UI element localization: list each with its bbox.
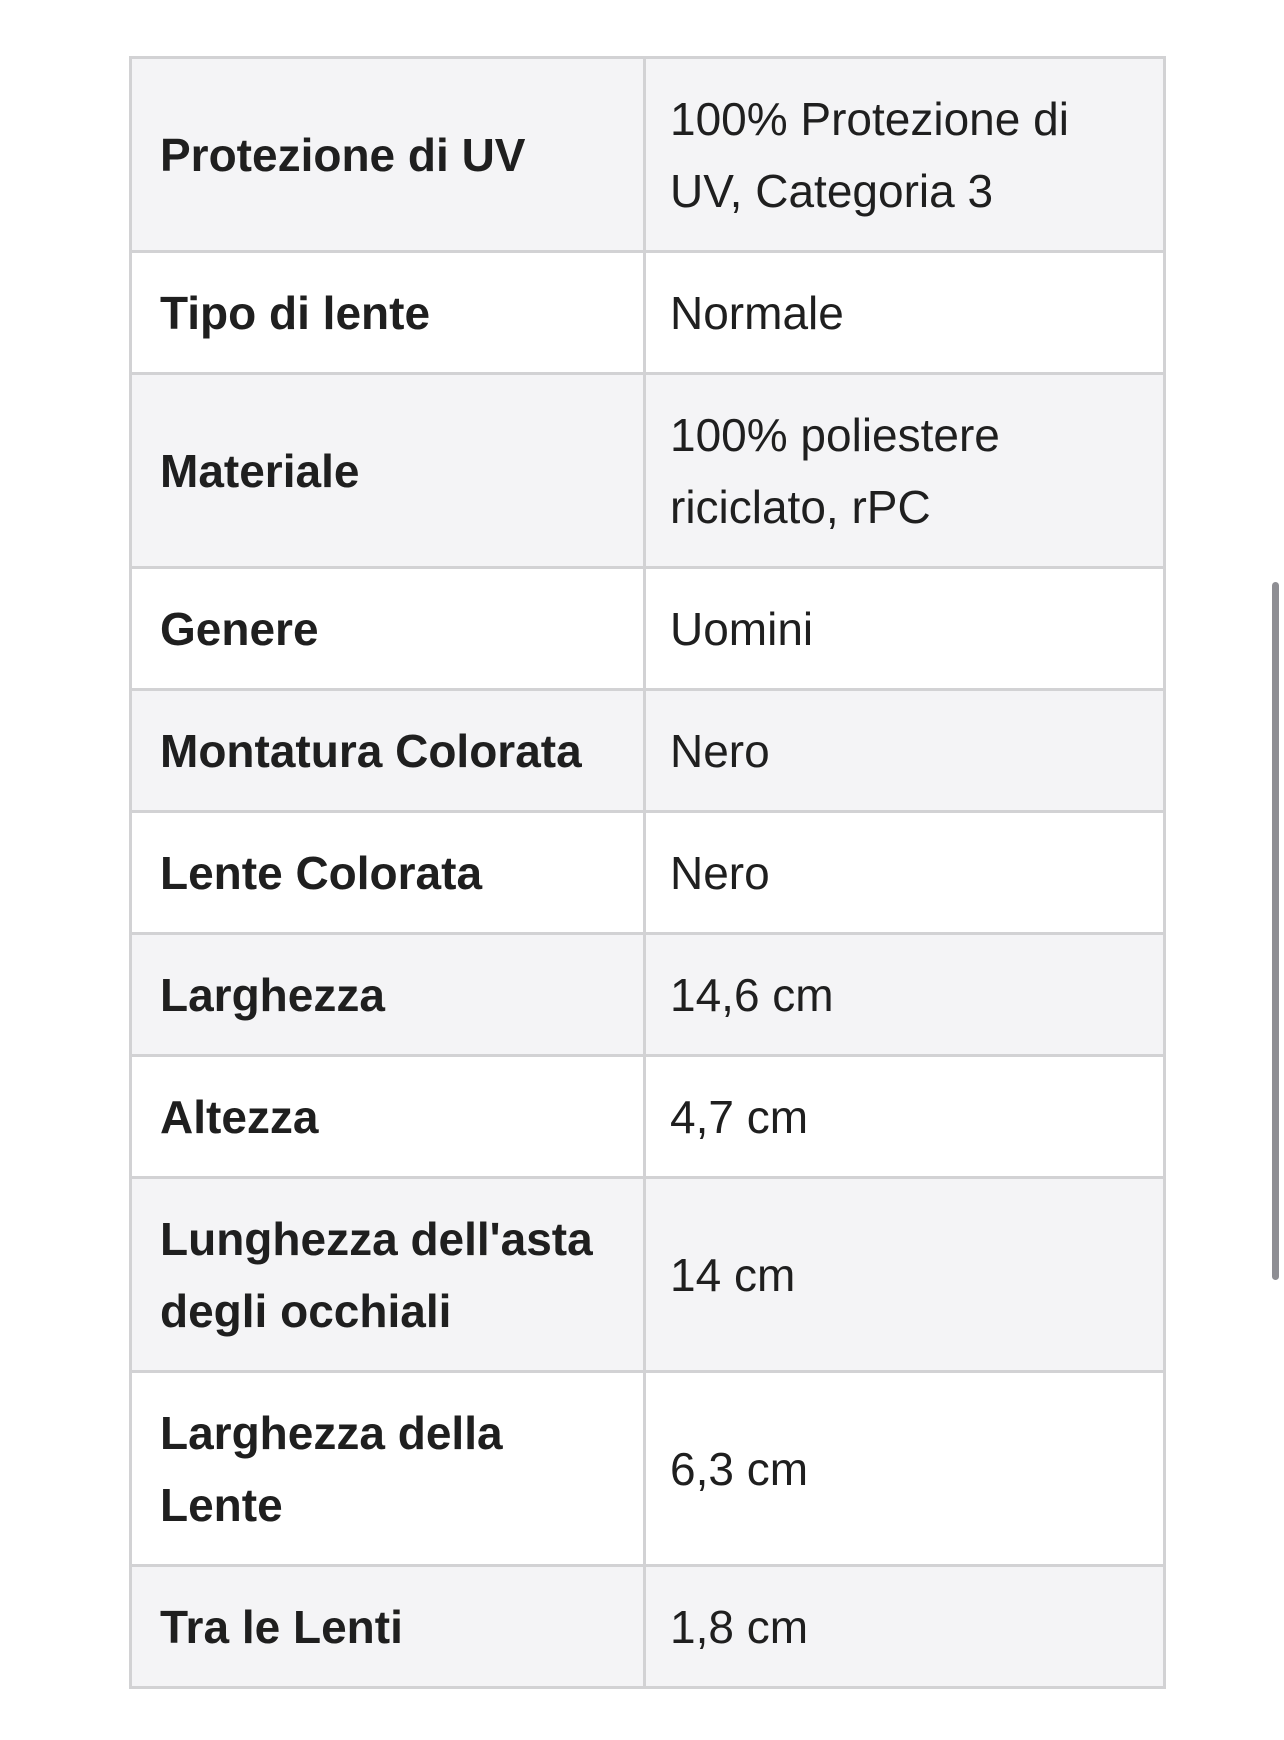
- spec-value-lens-color: Nero: [645, 812, 1165, 934]
- spec-label-temple-length: Lunghezza dell'asta degli occhiali: [131, 1178, 645, 1372]
- spec-label-lens-type: Tipo di lente: [131, 252, 645, 374]
- spec-label-lens-color: Lente Colorata: [131, 812, 645, 934]
- table-row: [131, 252, 1165, 374]
- table-row: [131, 374, 1165, 568]
- spec-label-material: Materiale: [131, 374, 645, 568]
- spec-value-uv-protection: 100% Protezione di UV, Categoria 3: [645, 58, 1165, 252]
- spec-label-lens-width: Larghezza della Lente: [131, 1372, 645, 1566]
- spec-value-gender: Uomini: [645, 568, 1165, 690]
- vertical-scrollbar[interactable]: [1272, 582, 1279, 1280]
- table-row: [131, 1056, 1165, 1178]
- table-row: [131, 568, 1165, 690]
- table-row: [131, 812, 1165, 934]
- spec-value-height: 4,7 cm: [645, 1056, 1165, 1178]
- spec-value-lens-width: 6,3 cm: [645, 1372, 1165, 1566]
- table-row: [131, 1566, 1165, 1688]
- spec-value-lens-type: Normale: [645, 252, 1165, 374]
- spec-label-uv-protection: Protezione di UV: [131, 58, 645, 252]
- spec-value-temple-length: 14 cm: [645, 1178, 1165, 1372]
- spec-label-frame-color: Montatura Colorata: [131, 690, 645, 812]
- table-row: [131, 1372, 1165, 1566]
- table-row: [131, 934, 1165, 1056]
- specifications-table: [129, 56, 1166, 1689]
- table-row: [131, 690, 1165, 812]
- table-row: [131, 1178, 1165, 1372]
- spec-label-height: Altezza: [131, 1056, 645, 1178]
- spec-label-width: Larghezza: [131, 934, 645, 1056]
- table-row: [131, 58, 1165, 252]
- spec-label-gender: Genere: [131, 568, 645, 690]
- spec-value-frame-color: Nero: [645, 690, 1165, 812]
- spec-label-bridge: Tra le Lenti: [131, 1566, 645, 1688]
- spec-value-bridge: 1,8 cm: [645, 1566, 1165, 1688]
- spec-value-material: 100% poliestere riciclato, rPC: [645, 374, 1165, 568]
- spec-value-width: 14,6 cm: [645, 934, 1165, 1056]
